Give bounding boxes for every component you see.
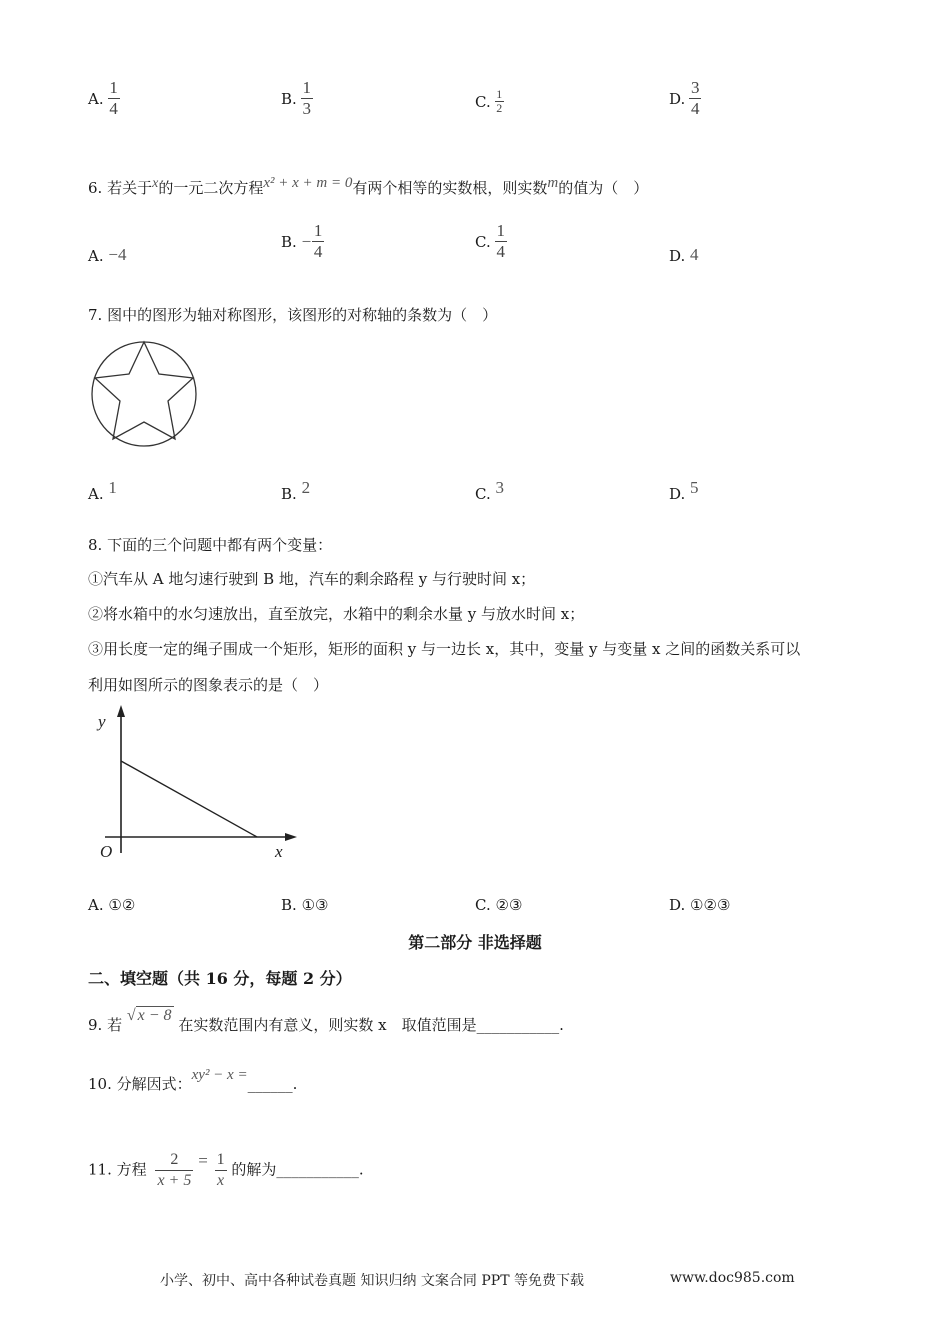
q7-option-b[interactable] bbox=[281, 478, 310, 503]
section-two-heading: 二、填空题（共 16 分，每题 2 分） bbox=[88, 969, 352, 988]
q8-option-c[interactable] bbox=[475, 896, 522, 914]
numerator: 1 bbox=[496, 221, 505, 240]
q6-option-d[interactable] bbox=[669, 245, 699, 265]
x-axis-label: x bbox=[275, 842, 283, 861]
star-shape bbox=[95, 342, 193, 439]
option-value: 2 bbox=[301, 478, 311, 497]
q10-stem bbox=[88, 1067, 298, 1095]
option-label: B. bbox=[281, 89, 297, 108]
denominator: 4 bbox=[313, 242, 323, 261]
numerator: 3 bbox=[691, 78, 700, 97]
q7-stem: 7. 图中的图形为轴对称图形，该图形的对称轴的条数为（ ） bbox=[88, 306, 498, 324]
q7-option-c[interactable] bbox=[475, 478, 504, 503]
numerator: 1 bbox=[496, 87, 503, 101]
q5-option-c[interactable] bbox=[475, 88, 504, 115]
numerator: 1 bbox=[302, 78, 312, 97]
q7-option-d[interactable] bbox=[669, 478, 699, 503]
q8-option-d[interactable] bbox=[669, 896, 730, 914]
q6-option-a[interactable] bbox=[88, 245, 126, 265]
q6-equation: x² + x + m = 0 bbox=[263, 175, 353, 191]
q8-option-a[interactable] bbox=[88, 896, 135, 914]
q8-item-2: ②将水箱中的水匀速放出，直至放完，水箱中的剩余水量 y 与放水时间 x； bbox=[88, 605, 585, 623]
q7-option-a[interactable] bbox=[88, 478, 117, 503]
option-value: ①③ bbox=[301, 896, 329, 914]
denominator: 3 bbox=[302, 99, 312, 118]
option-label: B. bbox=[281, 896, 297, 914]
minus-sign: − bbox=[301, 231, 312, 251]
q8-item-3: ③用长度一定的绳子围成一个矩形，矩形的面积 y 与一边长 x，其中，变量 y 与变量 x 之间的函数关系可以 bbox=[88, 640, 801, 658]
numerator: 2 bbox=[170, 1151, 179, 1168]
q9-radical: √ x − 8 bbox=[126, 1007, 172, 1024]
numerator: 1 bbox=[216, 1151, 225, 1168]
q6-text-1: 6. 若关于 bbox=[88, 179, 153, 197]
q11-stem bbox=[88, 1150, 364, 1191]
denominator: x + 5 bbox=[157, 1172, 192, 1189]
option-label: C. bbox=[475, 92, 491, 111]
option-value: 4 bbox=[690, 245, 699, 264]
q8-item-4: 利用如图所示的图象表示的是（ ） bbox=[88, 676, 329, 694]
q8-intro: 8. 下面的三个问题中都有两个变量： bbox=[88, 536, 333, 554]
option-label: C. bbox=[475, 485, 491, 503]
radicand: x − 8 bbox=[137, 1007, 172, 1024]
q6-text-4: 的值为（ ） bbox=[558, 179, 649, 197]
option-value: ②③ bbox=[495, 896, 523, 914]
star-in-circle-figure bbox=[88, 338, 200, 450]
q10-answer-blank[interactable]: ______. bbox=[247, 1075, 298, 1093]
option-value: ①②③ bbox=[690, 896, 731, 914]
q6-option-c[interactable] bbox=[475, 221, 507, 262]
option-label: C. bbox=[475, 896, 491, 914]
y-axis-label: y bbox=[98, 712, 106, 731]
option-value: −4 bbox=[108, 245, 127, 264]
q5-option-a[interactable] bbox=[88, 78, 120, 119]
denominator: 4 bbox=[691, 99, 700, 118]
option-value: ①② bbox=[108, 896, 136, 914]
q6-option-b[interactable] bbox=[281, 221, 324, 262]
footer-text: 小学、初中、高中各种试卷真题 知识归纳 文案合同 PPT 等免费下载 bbox=[160, 1273, 584, 1289]
decreasing-line bbox=[121, 761, 257, 837]
denominator: 2 bbox=[496, 101, 503, 115]
option-label: D. bbox=[669, 89, 686, 108]
q11-text-1: 11. 方程 bbox=[88, 1160, 147, 1179]
var-x: x bbox=[152, 176, 159, 191]
x-axis-arrow bbox=[285, 833, 297, 841]
part-two-title: 第二部分 非选择题 bbox=[408, 933, 542, 952]
option-label: B. bbox=[281, 485, 297, 503]
option-label: D. bbox=[669, 896, 686, 914]
option-label: A. bbox=[88, 896, 104, 914]
footer-url[interactable]: www.doc985.com bbox=[670, 1270, 795, 1286]
numerator: 1 bbox=[109, 78, 118, 97]
option-label: A. bbox=[88, 247, 104, 265]
q9-stem bbox=[88, 1007, 564, 1036]
denominator: 4 bbox=[109, 99, 118, 118]
q6-stem bbox=[88, 173, 648, 198]
q8-option-b[interactable] bbox=[281, 896, 328, 914]
option-label: B. bbox=[281, 232, 297, 251]
circle-shape bbox=[92, 342, 196, 446]
q10-text-1: 10. 分解因式： bbox=[88, 1075, 192, 1093]
option-label: D. bbox=[669, 485, 686, 503]
q5-option-b[interactable] bbox=[281, 78, 313, 119]
option-label: A. bbox=[88, 485, 104, 503]
option-value: 1 bbox=[108, 478, 117, 497]
q6-text-2: 的一元二次方程 bbox=[158, 179, 264, 197]
numerator: 1 bbox=[313, 221, 323, 240]
y-axis-arrow bbox=[117, 705, 125, 717]
denominator: x bbox=[217, 1172, 225, 1189]
origin-label: O bbox=[100, 842, 113, 861]
line-graph-figure bbox=[95, 703, 305, 863]
q5-option-d[interactable] bbox=[669, 78, 701, 119]
option-label: A. bbox=[88, 89, 104, 108]
var-m: m bbox=[547, 175, 559, 191]
q9-text-2: 在实数范围内有意义，则实数 x 取值范围是___________. bbox=[178, 1016, 564, 1034]
option-label: D. bbox=[669, 247, 686, 265]
option-value: 3 bbox=[495, 478, 504, 497]
q9-text-1: 9. 若 bbox=[88, 1016, 123, 1034]
q8-item-1: ①汽车从 A 地匀速行驶到 B 地，汽车的剩余路程 y 与行驶时间 x； bbox=[88, 570, 536, 588]
option-value: 5 bbox=[690, 478, 699, 497]
q10-expression: xy² − x = bbox=[191, 1067, 248, 1083]
q11-text-2: 的解为___________. bbox=[231, 1160, 364, 1179]
option-label: C. bbox=[475, 232, 491, 251]
q6-text-3: 有两个相等的实数根，则实数 bbox=[352, 179, 548, 197]
equals-sign: = bbox=[198, 1150, 208, 1170]
denominator: 4 bbox=[496, 242, 505, 261]
